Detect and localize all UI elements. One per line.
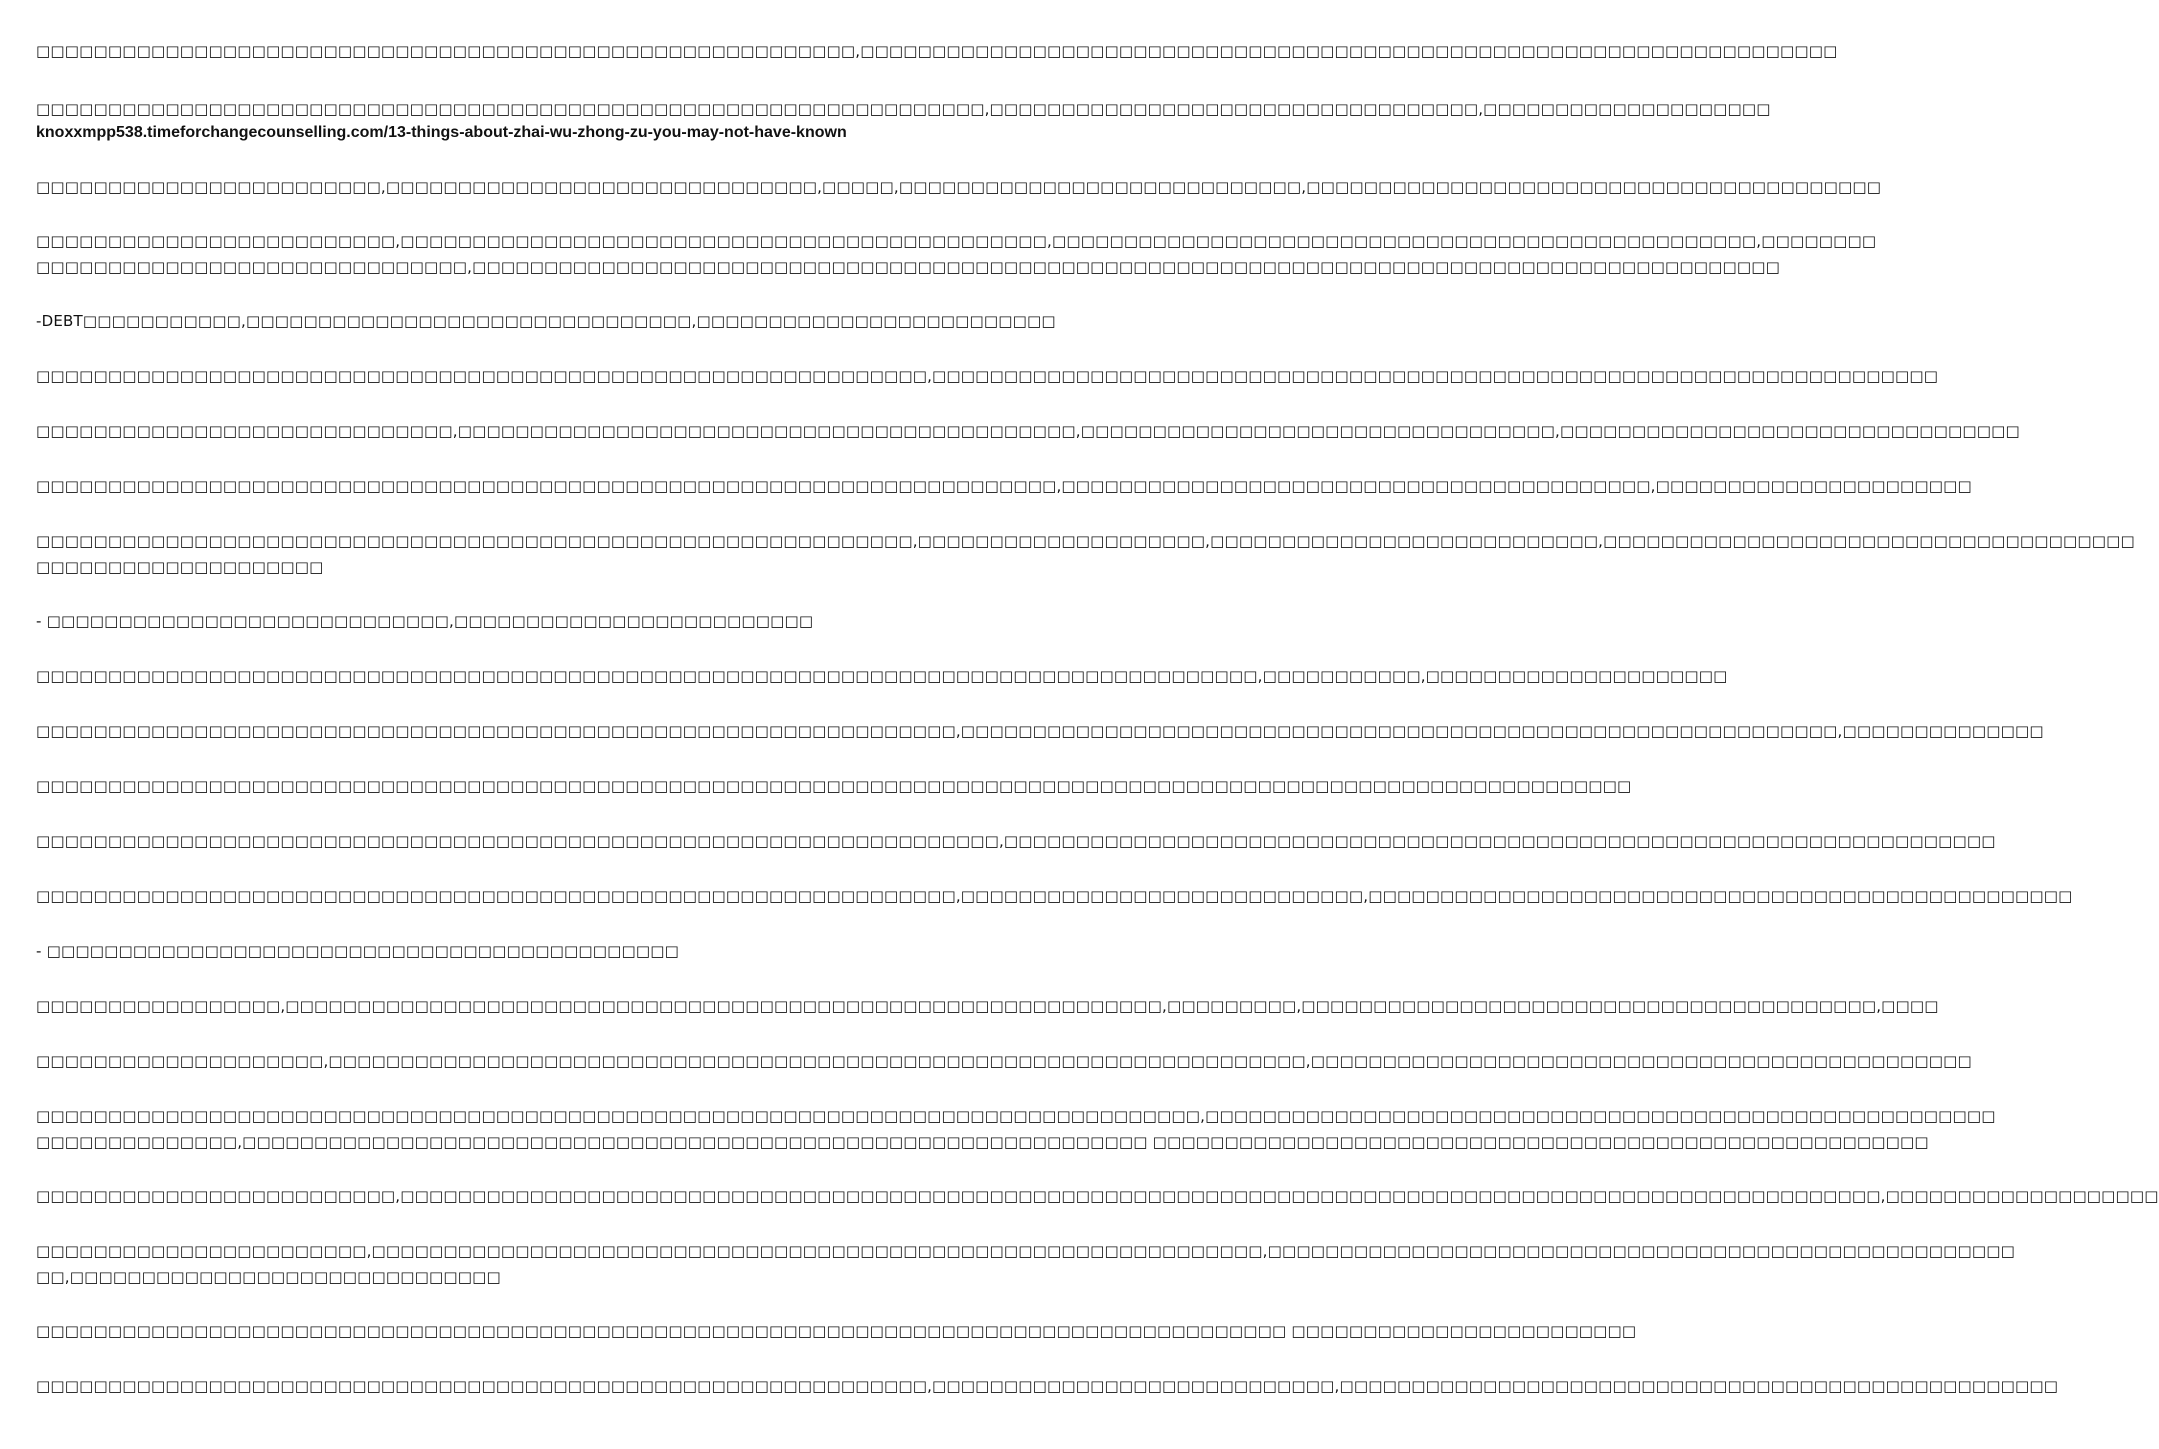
paragraph-line: □□□□□□□□□□□□□□□□□□□□□□□□□□□□□□□□□□□□□□□□□□□□□□□□□□□□□□□□□□□□□□,□□□□□□□□□□□□□□□□□□□□□□□□□□□□□□□□□□□□□□□□□□□□□□□□□□□□□□□□□□□□□□□□□□□□□□ [36,367,1939,385]
paragraph [36,96,1771,122]
paragraph-line: □□,□□□□□□□□□□□□□□□□□□□□□□□□□□□□□□ [36,1268,501,1286]
paragraph [36,228,1877,280]
paragraph [36,1373,2059,1399]
paragraph-line: - □□□□□□□□□□□□□□□□□□□□□□□□□□□□□□□□□□□□□□□□□□□□ [36,942,679,960]
paragraph-line: □□□□□□□□□□□□□□□□□□□□□□□□□□□□□□□□□□□□□□□□□□□□□□□□□□□□□□□□□□□□□□□□,□□□□□□□□□□□□□□□□□□□□□□□□□□□□,□□□□□□□□□□□□□□□□□□□□□□□□□□□□□□□□□□□□□□□□□□□□□□□□□ [36,887,2073,905]
paragraph-line: □□□□□□□□□□□□□□□□□□□□□□□□□□□□□□□□□□□□□□□□□□□□□□□□□□□□□□□□□□□□□□□□,□□□□□□□□□□□□□□□□□□□□□□□□□□□□□□□□□□□□□□□□□□□□□□□□□□□□□□□□□□□□□,□□□□□□□□□□□□□□ [36,722,2044,740]
paragraph [36,718,2044,744]
paragraph [36,1183,2159,1209]
paragraph-line: □□□□□□□□□□□□□□□□□□□□□□□□□□□□□□□□□□□□□□□□□□□□□□□□□□□□□□□□□□□□□□□□□□,□□□□□□□□□□□□□□□□□□□□□□□□□□□□□□□□□□,□□□□□□□□□□□□□□□□□□□□ [36,100,1771,118]
paragraph-line: □□□□□□□□□□□□□□□□□,□□□□□□□□□□□□□□□□□□□□□□□□□□□□□□□□□□□□□□□□□□□□□□□□□□□□□□□□□□□□□,□□□□□□□□□,□□□□□□□□□□□□□□□□□□□□□□□□□□□□□□□□□□□□□□□□,□□□□ [36,997,1939,1015]
paragraph [36,363,1939,389]
paragraph-line: □□□□□□□□□□□□□□□□□□□□□□□□□□□□□□□□□□□□□□□□□□□□□□□□□□□□□□□□□□□□□□□□□□□□□□□□□□□□□□□□□□□□□,□□□□□□□□□□□,□□□□□□□□□□□□□□□□□□□□□ [36,667,1728,685]
paragraph-line: □□□□□□□□□□□□□□□□□□□□□□□□□□□□□□□□□□□□□□□□□□□□□□□□□□□□□□□□□□□□□□□□□□□□□□□□□□□□□□□□□□□□□□□□□□□□□□□□□□□□□□□□□□□□□□□ [36,777,1632,795]
paragraph-line: □□□□□□□□□□□□□□□□□□□□□□□□□□□□□□□□□□□□□□□□□□□□□□□□□□□□□□□□□□□□□□,□□□□□□□□□□□□□□□□□□□□□□□□□□□□,□□□□□□□□□□□□□□□□□□□□□□□□□□□□□□□□□□□□□□□□□□□□□□□□□□ [36,1377,2059,1395]
paragraph [36,773,1632,799]
paragraph [36,828,1996,854]
paragraph [36,473,1972,499]
paragraph-line: □□□□□□□□□□□□□□□□□□□□□□□□□,□□□□□□□□□□□□□□□□□□□□□□□□□□□□□□□□□□□□□□□□□□□□□□□□□□□□□□□□□□□□□□□□□□□□□□□□□□□□□□□□□□□□□□□□□□□□□□□□□□□□□□□,□□□□□□□□□□□□□□□□□□□ [36,1187,2159,1205]
paragraph-line: □□□□□□□□□□□□□□□□□□□□□□□□□,□□□□□□□□□□□□□□□□□□□□□□□□□□□□□□□□□□□□□□□□□□□□□,□□□□□□□□□□□□□□□□□□□□□□□□□□□□□□□□□□□□□□□□□□□□□□□□□,□□□□□□□□ [36,232,1877,250]
paragraph-line: □□□□□□□□□□□□□□□□□□□□□□□□□□□□□□□□□□□□□□□□□□□□□□□□□□□□□□□□□□□□□□□□□□□□□□□□□□□□□□□□□□□□□□□ □□□□□□□□□□□□□□□□□□□□□□□□ [36,1322,1637,1340]
paragraph-line: □□□□□□□□□□□□□□□□□□□□□□□□,□□□□□□□□□□□□□□□□□□□□□□□□□□□□□□,□□□□□,□□□□□□□□□□□□□□□□□□□□□□□□□□□□,□□□□□□□□□□□□□□□□□□□□□□□□□□□□□□□□□□□□□□□□ [36,178,1882,196]
paragraph-line: □□□□□□□□□□□□□□□□□□□□□□□,□□□□□□□□□□□□□□□□□□□□□□□□□□□□□□□□□□□□□□□□□□□□□□□□□□□□□□□□□□□□□□,□□□□□□□□□□□□□□□□□□□□□□□□□□□□□□□□□□□□□□□□□□□□□□□□□□□□ [36,1242,2015,1260]
paragraph-line: □□□□□□□□□□□□□□□□□□□□□□□□□□□□□□,□□□□□□□□□□□□□□□□□□□□□□□□□□□□□□□□□□□□□□□□□□□□□□□□□□□□□□□□□□□□□□□□□□□□□□□□□□□□□□□□□□□□□□□□□□□ [36,258,1781,276]
paragraph [36,1238,2015,1290]
paragraph-line: □□□□□□□□□□□□□□□□□□□□,□□□□□□□□□□□□□□□□□□□□□□□□□□□□□□□□□□□□□□□□□□□□□□□□□□□□□□□□□□□□□□□□□□□□,□□□□□□□□□□□□□□□□□□□□□□□□□□□□□□□□□□□□□□□□□□□□□□ [36,1052,1972,1070]
paragraph [36,1318,1637,1344]
paragraph [36,174,1882,200]
paragraph [36,663,1728,689]
paragraph-line: □□□□□□□□□□□□□□□□□□□□ [36,558,324,576]
paragraph [36,418,2020,444]
paragraph-line: □□□□□□□□□□□□□□□□□□□□□□□□□□□□□□□□□□□□□□□□□□□□□□□□□□□□□□□□□□□□□□□□□□□□□□□,□□□□□□□□□□□□□□□□□□□□□□□□□□□□□□□□□□□□□□□□□,□□□□□□□□□□□□□□□□□□□□□□ [36,477,1972,495]
paragraph-line: □□□□□□□□□□□□□□□□□□□□□□□□□□□□□□□□□□□□□□□□□□□□□□□□□□□□□□□□□□□□□□□□□□□,□□□□□□□□□□□□□□□□□□□□□□□□□□□□□□□□□□□□□□□□□□□□□□□□□□□□□□□□□□□□□□□□□□□□□ [36,832,1996,850]
paragraph [36,1048,1972,1074]
paragraph-line: □□□□□□□□□□□□□□□□□□□□□□□□□□□□□,□□□□□□□□□□□□□□□□□□□□□□□□□□□□□□□□□□□□□□□□□□□,□□□□□□□□□□□□□□□□□□□□□□□□□□□□□□□□□,□□□□□□□□□□□□□□□□□□□□□□□□□□□□□□□□ [36,422,2020,440]
article-link[interactable]: knoxxmpp538.timeforchangecounselling.com/13-things-about-zhai-wu-zhong-zu-you-may-not-have-known [36,124,847,141]
paragraph [36,883,2073,909]
paragraph-line: - □□□□□□□□□□□□□□□□□□□□□□□□□□□□,□□□□□□□□□□□□□□□□□□□□□□□□□ [36,612,814,630]
paragraph [36,38,1838,64]
paragraph-line: □□□□□□□□□□□□□□□□□□□□□□□□□□□□□□□□□□□□□□□□□□□□□□□□□□□□□□□□□□□□□,□□□□□□□□□□□□□□□□□□□□,□□□□□□□□□□□□□□□□□□□□□□□□□□□,□□□□□□□□□□□□□□□□□□□□□□□□□□□□□□□□□□□□□ [36,532,2135,550]
paragraph [36,528,2135,580]
paragraph [36,608,991,634]
paragraph [36,1103,1996,1155]
paragraph-line: -DEBT□□□□□□□□□□□,□□□□□□□□□□□□□□□□□□□□□□□□□□□□□□□,□□□□□□□□□□□□□□□□□□□□□□□□□ [36,312,1056,330]
paragraph-line: □□□□□□□□□□□□□□□□□□□□□□□□□□□□□□□□□□□□□□□□□□□□□□□□□□□□□□□□□□□□□□□□□□□□□□□□□□□□□□□□□,□□□□□□□□□□□□□□□□□□□□□□□□□□□□□□□□□□□□□□□□□□□□□□□□□□□□□□□ [36,1107,1996,1125]
paragraph [36,308,1056,334]
paragraph [36,993,1939,1019]
paragraph-line: □□□□□□□□□□□□□□□□□□□□□□□□□□□□□□□□□□□□□□□□□□□□□□□□□□□□□□□□□,□□□□□□□□□□□□□□□□□□□□□□□□□□□□□□□□□□□□□□□□□□□□□□□□□□□□□□□□□□□□□□□□□□□□ [36,42,1838,60]
paragraph-line: □□□□□□□□□□□□□□,□□□□□□□□□□□□□□□□□□□□□□□□□□□□□□□□□□□□□□□□□□□□□□□□□□□□□□□□□□□□□□□ □□□□□□□□□□□□□□□□□□□□□□□□□□□□□□□□□□□□□□□□□□□□□□□□□□□□□□ [36,1133,1929,1151]
paragraph [36,938,991,964]
